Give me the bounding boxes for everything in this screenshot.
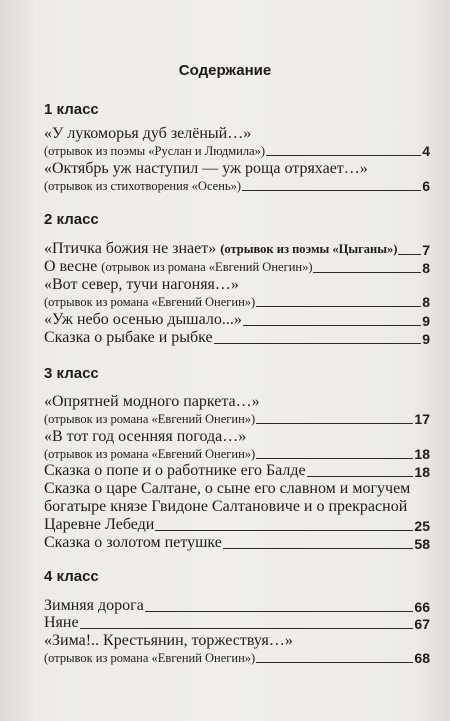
entry-title: «Уж небо осенью дышало...» (44, 311, 242, 328)
toc-entry[interactable] (44, 240, 430, 258)
toc-entry[interactable] (44, 393, 430, 427)
entry-title: Сказка о рыбаке и рыбке (44, 329, 213, 346)
entry-title: «Октябрь уж наступил — уж роща отряхает…» (44, 160, 368, 177)
dot-leader (155, 530, 413, 531)
page-number: 25 (414, 518, 430, 534)
dot-leader (80, 628, 414, 629)
dot-leader (145, 611, 414, 612)
toc-entry[interactable] (44, 632, 430, 666)
dot-leader (256, 306, 421, 307)
page-number: 4 (422, 143, 430, 159)
page-number: 17 (414, 411, 430, 427)
page-number: 18 (414, 464, 430, 480)
entry-title-line-2: богатыре князе Гвидоне Салтановиче и о прекрасной (44, 498, 408, 515)
toc-entry[interactable] (44, 462, 430, 480)
entry-subtitle: (отрывок из романа «Евгений Онегин») (44, 447, 256, 461)
page-number: 18 (414, 446, 430, 462)
page-number: 8 (422, 260, 430, 276)
dot-leader (242, 190, 421, 191)
entry-title: Зимняя дорога (44, 597, 144, 614)
entry-title: Сказка о попе и о работнике его Балде (44, 462, 306, 479)
page-number: 67 (414, 616, 430, 632)
entry-suffix: (отрывок из романа «Евгений Онегин») (101, 260, 313, 274)
entry-title: «Зима!.. Крестьянин, торжествуя…» (44, 632, 293, 649)
page-number: 8 (422, 294, 430, 310)
entry-title: Няне (44, 614, 79, 631)
entry-title: «Птичка божия не знает» (44, 240, 217, 257)
toc-entry[interactable] (44, 258, 430, 276)
page-number: 66 (414, 599, 430, 615)
entry-title-line-1: Сказка о царе Салтане, о сыне его славном и могучем (44, 480, 411, 497)
toc-entry[interactable] (44, 329, 430, 347)
toc-entry[interactable] (44, 125, 430, 159)
dot-leader (214, 343, 422, 344)
entry-title: «Вот север, тучи нагоняя…» (44, 276, 239, 293)
dot-leader (243, 325, 421, 326)
dot-leader (256, 423, 413, 424)
dot-leader (256, 458, 413, 459)
page-number: 6 (422, 178, 430, 194)
page-number: 68 (414, 650, 430, 666)
toc-entry[interactable] (44, 534, 430, 552)
dot-leader (256, 662, 413, 663)
entry-title: «В тот год осенняя погода…» (44, 428, 247, 445)
entry-title: «У лукоморья дуб зелёный…» (44, 125, 252, 142)
section-heading-grade-1: 1 класс (44, 101, 99, 118)
entry-suffix: (отрывок из поэмы «Цыганы») (220, 242, 398, 256)
entry-title-line-3: Царевне Лебеди (44, 516, 155, 533)
entry-title: «Опрятней модного паркета…» (44, 393, 260, 410)
dot-leader (398, 254, 421, 255)
toc-entry[interactable] (44, 276, 430, 310)
section-heading-grade-2: 2 класс (44, 211, 99, 228)
entry-subtitle: (отрывок из романа «Евгений Онегин») (44, 295, 256, 309)
dot-leader (266, 155, 421, 156)
entry-subtitle: (отрывок из поэмы «Руслан и Людмила») (44, 144, 266, 158)
entry-title: Сказка о золотом петушке (44, 534, 222, 551)
page-number: 9 (422, 331, 430, 347)
toc-entry[interactable] (44, 428, 430, 462)
entry-subtitle: (отрывок из романа «Евгений Онегин») (44, 412, 256, 426)
toc-entry[interactable] (44, 614, 430, 632)
dot-leader (313, 272, 421, 273)
toc-entry[interactable] (44, 160, 430, 194)
page-title: Содержание (178, 62, 272, 79)
page-number: 58 (414, 536, 430, 552)
section-heading-grade-3: 3 класс (44, 365, 99, 382)
dot-leader (307, 476, 414, 477)
entry-subtitle: (отрывок из стихотворения «Осень») (44, 179, 241, 193)
page-number: 7 (422, 242, 430, 258)
toc-entry[interactable] (44, 480, 430, 534)
entry-title: О весне (44, 258, 98, 275)
page-number: 9 (422, 313, 430, 329)
toc-entry[interactable] (44, 311, 430, 329)
entry-subtitle: (отрывок из романа «Евгений Онегин») (44, 651, 256, 665)
toc-entry[interactable] (44, 597, 430, 615)
dot-leader (223, 548, 414, 549)
section-heading-grade-4: 4 класс (44, 568, 99, 585)
